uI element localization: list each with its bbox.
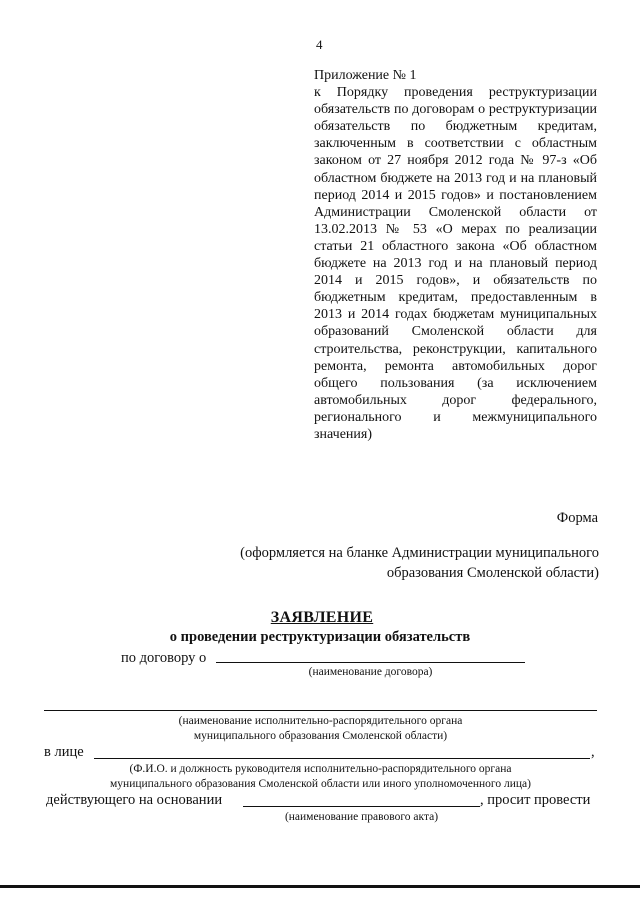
blank-note: (оформляется на бланке Администрации муниципального образования Смоленской области) <box>240 545 599 581</box>
basis-suffix: , просит провести <box>480 792 591 808</box>
page-bottom-border <box>0 885 640 888</box>
organ-caption-line-1: (наименование исполнительно-распорядительного органа <box>178 715 463 727</box>
contract-caption: (наименование договора) <box>308 666 433 678</box>
person-caption-line-1: (Ф.И.О. и должность руководителя исполнительно-распорядительного органа <box>129 763 512 775</box>
person-prefix: в лице <box>44 744 84 760</box>
basis-caption: (наименование правового акта) <box>284 811 439 823</box>
person-caption-line-2: муниципального образования Смоленской области или иного уполномоченного лица) <box>110 778 531 790</box>
legal-act-field[interactable] <box>243 792 480 807</box>
form-label: Форма <box>556 510 598 526</box>
person-field[interactable] <box>94 744 590 759</box>
contract-name-field[interactable] <box>216 648 525 663</box>
organ-name-field[interactable] <box>44 696 597 711</box>
page-number: 4 <box>316 37 323 52</box>
appendix-block <box>314 67 597 443</box>
basis-prefix: действующего на основании <box>46 792 223 808</box>
appendix-title: Приложение № 1 <box>314 68 417 83</box>
document-subtitle: о проведении реструктуризации обязательств <box>169 629 471 645</box>
person-suffix: , <box>591 744 595 760</box>
document-heading <box>0 609 640 646</box>
organ-caption-line-2: муниципального образования Смоленской области) <box>193 730 448 742</box>
document-title: ЗАЯВЛЕНИЕ <box>270 609 374 626</box>
appendix-text: к Порядку проведения реструктуризации обязательств по договорам о реструктуризации обязательств по бюджетным кредитам, заключенным в соответствии с областным законом от 27 ноября 2012 года № 97-з «Об областном бюджете на 2013 год и на плановый период 2014 и 2015 годов» и постановлением Администрации Смоленской области от 13.02.2013 № 53 «О мерах по реализации статьи 21 областного закона «Об областном бюджете на 2013 год и на плановый период 2014 и 2015 годов», и обязательств по бюджетным кредитам, предоставленным в 2013 и 2014 годах бюджетам муниципальных образований Смоленской области для строительства, реконструкции, капитального ремонта, ремонта автомобильных дорог общего пользования (за исключением автомобильных дорог федерального, регионального и межмуниципального значения) <box>314 85 597 442</box>
contract-prefix: по договору о <box>121 650 207 666</box>
